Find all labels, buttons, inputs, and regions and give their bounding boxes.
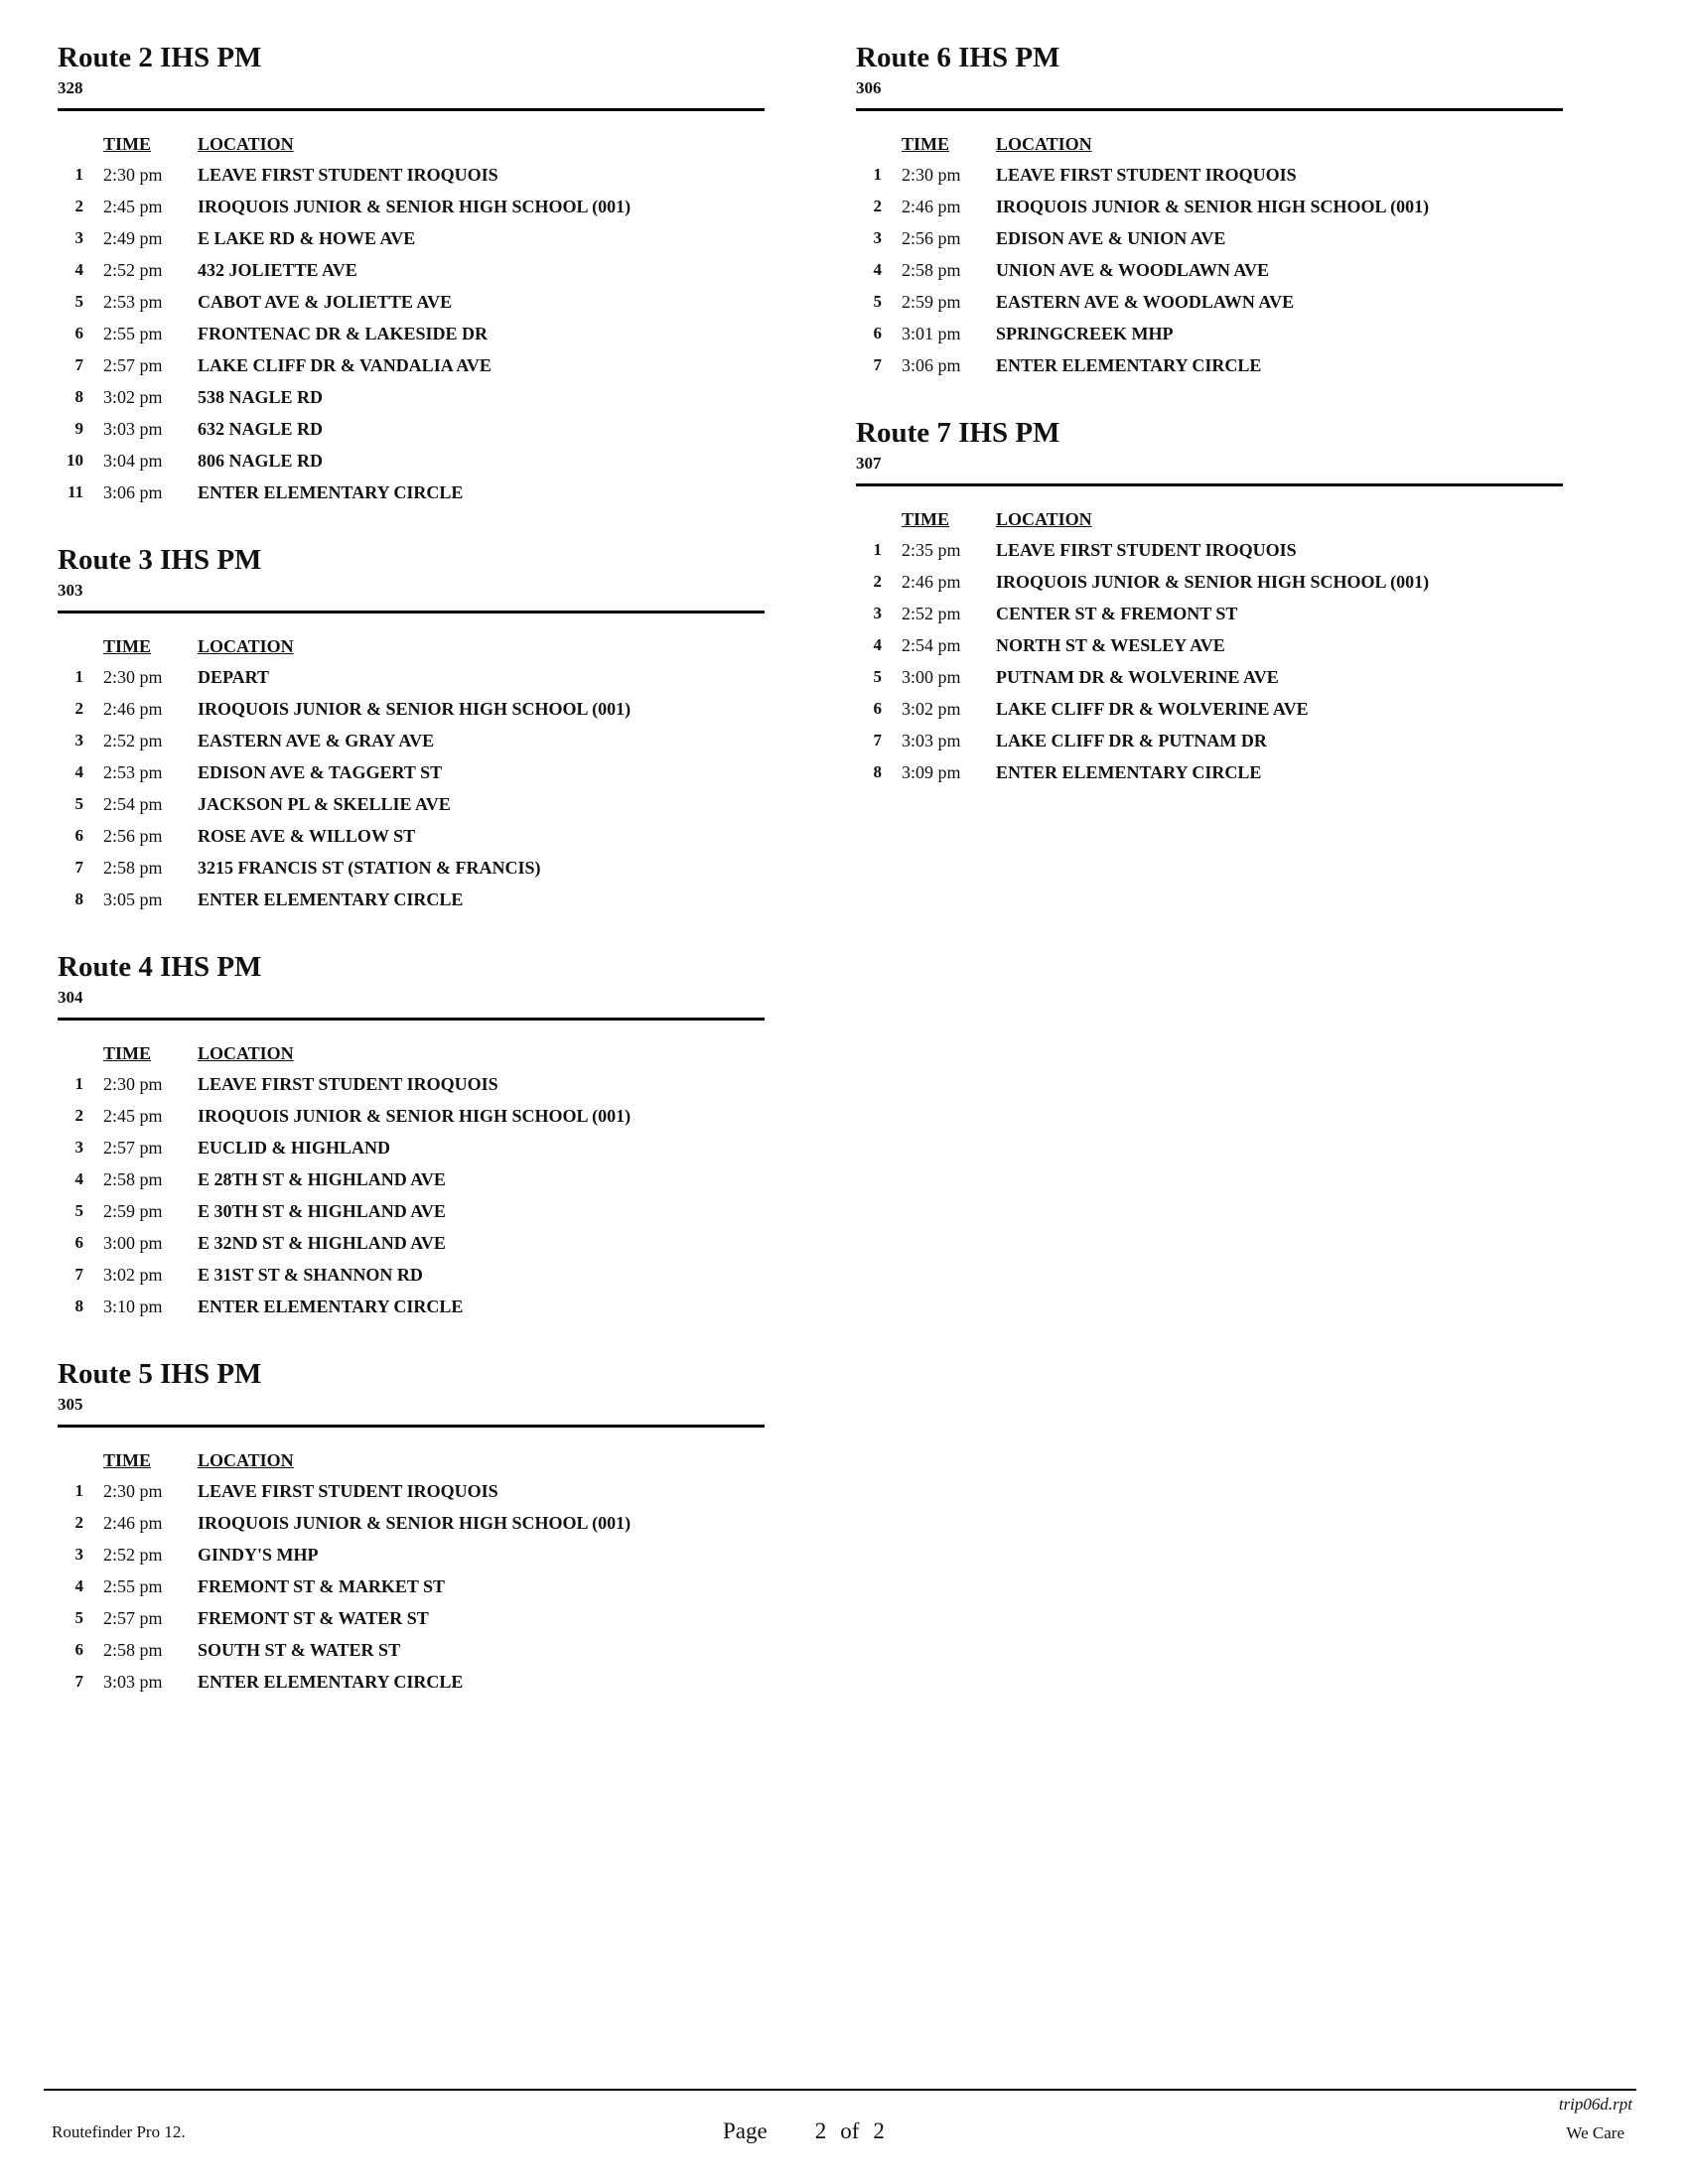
table-row xyxy=(58,286,631,318)
stop-time: 2:58 pm xyxy=(103,1640,163,1660)
stop-index: 7 xyxy=(74,355,83,374)
index-header xyxy=(856,504,902,534)
stop-index: 3 xyxy=(74,1138,83,1157)
route-title: Route 4 IHS PM xyxy=(58,951,262,983)
stop-index: 7 xyxy=(873,355,882,374)
stop-time: 2:52 pm xyxy=(103,260,163,280)
stops-table xyxy=(58,1445,631,1698)
stops-header-row xyxy=(58,129,631,159)
current-page: 2 xyxy=(814,2118,827,2143)
stop-location: CABOT AVE & JOLIETTE AVE xyxy=(198,292,453,312)
stop-index: 1 xyxy=(873,165,882,184)
stop-location: IROQUOIS JUNIOR & SENIOR HIGH SCHOOL (001) xyxy=(198,1513,632,1533)
table-row xyxy=(58,159,631,191)
page-label: Page xyxy=(723,2118,768,2143)
location-header: LOCATION xyxy=(996,509,1092,529)
stop-time: 3:02 pm xyxy=(103,387,163,407)
route-number: 304 xyxy=(58,988,83,1007)
stop-time: 3:00 pm xyxy=(902,667,961,687)
stop-index: 8 xyxy=(74,387,83,406)
report-filename: trip06d.rpt xyxy=(1558,2095,1632,2114)
stop-location: E 31ST ST & SHANNON RD xyxy=(198,1265,423,1285)
route-block xyxy=(58,949,765,1322)
table-row xyxy=(856,693,1429,725)
table-row xyxy=(856,222,1429,254)
stop-time: 2:46 pm xyxy=(103,1513,163,1533)
table-row xyxy=(856,629,1429,661)
table-row xyxy=(58,254,631,286)
stop-location: 806 NAGLE RD xyxy=(198,451,324,471)
route-block xyxy=(58,1356,765,1698)
route-number: 303 xyxy=(58,581,83,600)
route-number: 305 xyxy=(58,1395,83,1414)
stop-index: 3 xyxy=(873,604,882,622)
stop-time: 2:59 pm xyxy=(103,1201,163,1221)
table-row xyxy=(58,413,631,445)
stop-index: 4 xyxy=(74,762,83,781)
stop-time: 3:06 pm xyxy=(902,355,961,375)
table-row xyxy=(58,1507,631,1539)
table-row xyxy=(58,1634,631,1666)
table-row xyxy=(856,661,1429,693)
stop-index: 1 xyxy=(74,667,83,686)
stop-index: 8 xyxy=(74,889,83,908)
stop-time: 2:52 pm xyxy=(103,731,163,751)
stop-time: 3:04 pm xyxy=(103,451,163,471)
route-block xyxy=(58,40,765,508)
stop-time: 2:46 pm xyxy=(902,197,961,216)
stop-location: E 30TH ST & HIGHLAND AVE xyxy=(198,1201,446,1221)
location-header: LOCATION xyxy=(198,134,294,154)
stop-location: EUCLID & HIGHLAND xyxy=(198,1138,391,1158)
route-block xyxy=(58,542,765,915)
stop-time: 3:10 pm xyxy=(103,1297,163,1316)
table-row xyxy=(58,1570,631,1602)
route-block xyxy=(856,40,1563,381)
route-title: Route 2 IHS PM xyxy=(58,42,262,73)
stop-location: LAKE CLIFF DR & PUTNAM DR xyxy=(996,731,1267,751)
stop-index: 5 xyxy=(74,1201,83,1220)
stop-index: 5 xyxy=(873,292,882,311)
index-header xyxy=(58,129,103,159)
total-pages: 2 xyxy=(873,2118,885,2143)
table-row xyxy=(58,477,631,508)
stop-location: DEPART xyxy=(198,667,270,687)
stop-index: 6 xyxy=(74,826,83,845)
stop-index: 6 xyxy=(74,1233,83,1252)
stop-time: 2:30 pm xyxy=(103,165,163,185)
table-row xyxy=(58,445,631,477)
stop-index: 2 xyxy=(74,699,83,718)
table-row xyxy=(856,254,1429,286)
stop-location: E LAKE RD & HOWE AVE xyxy=(198,228,416,248)
stop-index: 9 xyxy=(74,419,83,438)
route-title: Route 3 IHS PM xyxy=(58,544,262,576)
stop-index: 6 xyxy=(74,1640,83,1659)
stop-time: 2:54 pm xyxy=(902,635,961,655)
stop-location: 432 JOLIETTE AVE xyxy=(198,260,357,280)
stop-time: 2:53 pm xyxy=(103,292,163,312)
table-row xyxy=(58,884,631,915)
table-row xyxy=(58,1259,631,1291)
table-row xyxy=(58,756,631,788)
table-row xyxy=(856,318,1429,349)
stop-location: 632 NAGLE RD xyxy=(198,419,324,439)
stop-time: 2:55 pm xyxy=(103,324,163,343)
index-header xyxy=(58,1038,103,1068)
stop-index: 3 xyxy=(873,228,882,247)
stop-location: LAKE CLIFF DR & WOLVERINE AVE xyxy=(996,699,1309,719)
route-divider xyxy=(856,483,1563,486)
table-row xyxy=(58,788,631,820)
stop-time: 2:30 pm xyxy=(103,1074,163,1094)
location-header: LOCATION xyxy=(198,1043,294,1063)
route-divider xyxy=(58,1018,765,1021)
stop-time: 3:03 pm xyxy=(902,731,961,751)
stop-location: E 28TH ST & HIGHLAND AVE xyxy=(198,1169,446,1189)
stop-index: 7 xyxy=(74,1672,83,1691)
table-row xyxy=(58,852,631,884)
table-row xyxy=(58,1291,631,1322)
stop-location: LEAVE FIRST STUDENT IROQUOIS xyxy=(198,165,498,185)
stop-index: 1 xyxy=(74,1074,83,1093)
stop-time: 3:03 pm xyxy=(103,1672,163,1692)
stops-table xyxy=(58,129,631,508)
footer-divider xyxy=(44,2089,1636,2091)
stop-time: 2:35 pm xyxy=(902,540,961,560)
stop-time: 3:03 pm xyxy=(103,419,163,439)
stop-index: 8 xyxy=(873,762,882,781)
table-row xyxy=(58,725,631,756)
stop-location: EDISON AVE & UNION AVE xyxy=(996,228,1226,248)
location-header: LOCATION xyxy=(198,1450,294,1470)
stop-time: 2:58 pm xyxy=(103,858,163,878)
table-row xyxy=(856,349,1429,381)
stop-location: IROQUOIS JUNIOR & SENIOR HIGH SCHOOL (001) xyxy=(996,197,1430,216)
stop-index: 3 xyxy=(74,731,83,750)
right-column xyxy=(856,40,1563,822)
stops-table xyxy=(58,1038,631,1322)
stop-time: 2:45 pm xyxy=(103,1106,163,1126)
route-number: 307 xyxy=(856,454,882,473)
stop-location: 538 NAGLE RD xyxy=(198,387,324,407)
stop-time: 2:30 pm xyxy=(103,667,163,687)
stop-index: 4 xyxy=(74,1169,83,1188)
stop-location: NORTH ST & WESLEY AVE xyxy=(996,635,1225,655)
stop-location: 3215 FRANCIS ST (STATION & FRANCIS) xyxy=(198,858,541,878)
stop-index: 6 xyxy=(873,324,882,342)
stop-index: 6 xyxy=(74,324,83,342)
stop-time: 2:52 pm xyxy=(902,604,961,623)
stops-table xyxy=(856,504,1429,788)
stop-location: PUTNAM DR & WOLVERINE AVE xyxy=(996,667,1279,687)
table-row xyxy=(58,661,631,693)
route-divider xyxy=(856,108,1563,111)
table-row xyxy=(58,381,631,413)
stop-time: 2:45 pm xyxy=(103,197,163,216)
table-row xyxy=(58,349,631,381)
stop-location: EDISON AVE & TAGGERT ST xyxy=(198,762,443,782)
stop-time: 2:46 pm xyxy=(902,572,961,592)
stop-time: 2:58 pm xyxy=(103,1169,163,1189)
table-row xyxy=(58,1602,631,1634)
stop-location: JACKSON PL & SKELLIE AVE xyxy=(198,794,451,814)
location-header: LOCATION xyxy=(198,636,294,656)
time-header: TIME xyxy=(103,636,152,656)
stop-time: 2:56 pm xyxy=(103,826,163,846)
index-header xyxy=(58,1445,103,1475)
time-header: TIME xyxy=(103,1043,152,1063)
stop-location: E 32ND ST & HIGHLAND AVE xyxy=(198,1233,446,1253)
time-header: TIME xyxy=(902,509,950,529)
table-row xyxy=(58,1132,631,1163)
route-title: Route 5 IHS PM xyxy=(58,1358,262,1390)
time-header: TIME xyxy=(103,1450,152,1470)
stop-index: 7 xyxy=(74,858,83,877)
table-row xyxy=(856,534,1429,566)
time-header: TIME xyxy=(103,134,152,154)
stop-location: FREMONT ST & WATER ST xyxy=(198,1608,429,1628)
stop-index: 3 xyxy=(74,1545,83,1564)
table-row xyxy=(58,1539,631,1570)
stop-index: 2 xyxy=(74,1106,83,1125)
stop-time: 3:02 pm xyxy=(902,699,961,719)
stop-location: CENTER ST & FREMONT ST xyxy=(996,604,1238,623)
software-name: Routefinder Pro 12. xyxy=(52,2122,186,2141)
stop-time: 3:01 pm xyxy=(902,324,961,343)
index-header xyxy=(856,129,902,159)
company-name: We Care xyxy=(1566,2123,1624,2142)
location-header: LOCATION xyxy=(996,134,1092,154)
stop-location: ENTER ELEMENTARY CIRCLE xyxy=(198,889,464,909)
stop-time: 2:57 pm xyxy=(103,1608,163,1628)
route-divider xyxy=(58,611,765,614)
stop-time: 3:00 pm xyxy=(103,1233,163,1253)
table-row xyxy=(58,820,631,852)
table-row xyxy=(58,1068,631,1100)
stop-time: 2:59 pm xyxy=(902,292,961,312)
stop-location: LEAVE FIRST STUDENT IROQUOIS xyxy=(996,165,1297,185)
route-number: 306 xyxy=(856,78,882,97)
stop-location: UNION AVE & WOODLAWN AVE xyxy=(996,260,1270,280)
stop-index: 2 xyxy=(873,197,882,215)
stop-index: 1 xyxy=(74,1481,83,1500)
stop-location: FRONTENAC DR & LAKESIDE DR xyxy=(198,324,489,343)
table-row xyxy=(856,159,1429,191)
table-row xyxy=(58,1163,631,1195)
table-row xyxy=(856,191,1429,222)
stop-index: 1 xyxy=(74,165,83,184)
stop-index: 1 xyxy=(873,540,882,559)
stops-header-row xyxy=(58,1445,631,1475)
stop-location: ENTER ELEMENTARY CIRCLE xyxy=(198,482,464,502)
table-row xyxy=(58,1666,631,1698)
stop-location: IROQUOIS JUNIOR & SENIOR HIGH SCHOOL (001) xyxy=(198,699,632,719)
route-number: 328 xyxy=(58,78,83,97)
stop-location: GINDY'S MHP xyxy=(198,1545,319,1565)
table-row xyxy=(58,1227,631,1259)
stops-header-row xyxy=(856,504,1429,534)
stop-location: SPRINGCREEK MHP xyxy=(996,324,1174,343)
stop-location: LEAVE FIRST STUDENT IROQUOIS xyxy=(198,1481,498,1501)
stop-location: ENTER ELEMENTARY CIRCLE xyxy=(996,355,1262,375)
stop-index: 4 xyxy=(873,260,882,279)
stop-location: EASTERN AVE & GRAY AVE xyxy=(198,731,435,751)
stop-index: 4 xyxy=(873,635,882,654)
stop-time: 3:06 pm xyxy=(103,482,163,502)
stop-index: 10 xyxy=(67,451,83,470)
stop-index: 6 xyxy=(873,699,882,718)
stop-location: IROQUOIS JUNIOR & SENIOR HIGH SCHOOL (001) xyxy=(198,197,632,216)
stop-location: ROSE AVE & WILLOW ST xyxy=(198,826,416,846)
stop-time: 3:09 pm xyxy=(902,762,961,782)
stop-location: LAKE CLIFF DR & VANDALIA AVE xyxy=(198,355,492,375)
of-label: of xyxy=(840,2118,860,2143)
route-block xyxy=(856,415,1563,788)
stop-location: LEAVE FIRST STUDENT IROQUOIS xyxy=(198,1074,498,1094)
stop-index: 4 xyxy=(74,1576,83,1595)
stop-index: 8 xyxy=(74,1297,83,1315)
table-row xyxy=(856,756,1429,788)
stop-index: 2 xyxy=(74,197,83,215)
table-row xyxy=(58,191,631,222)
stop-index: 7 xyxy=(873,731,882,750)
page-indicator xyxy=(723,2118,885,2144)
table-row xyxy=(856,566,1429,598)
table-row xyxy=(58,1195,631,1227)
route-divider xyxy=(58,108,765,111)
stop-location: SOUTH ST & WATER ST xyxy=(198,1640,401,1660)
stop-time: 2:58 pm xyxy=(902,260,961,280)
stops-header-row xyxy=(856,129,1429,159)
stop-time: 2:53 pm xyxy=(103,762,163,782)
stop-location: ENTER ELEMENTARY CIRCLE xyxy=(198,1672,464,1692)
stop-location: IROQUOIS JUNIOR & SENIOR HIGH SCHOOL (001) xyxy=(198,1106,632,1126)
stop-location: EASTERN AVE & WOODLAWN AVE xyxy=(996,292,1295,312)
stop-time: 2:55 pm xyxy=(103,1576,163,1596)
stop-time: 2:52 pm xyxy=(103,1545,163,1565)
stop-location: ENTER ELEMENTARY CIRCLE xyxy=(198,1297,464,1316)
stop-location: IROQUOIS JUNIOR & SENIOR HIGH SCHOOL (001) xyxy=(996,572,1430,592)
stop-index: 7 xyxy=(74,1265,83,1284)
time-header: TIME xyxy=(902,134,950,154)
route-title: Route 6 IHS PM xyxy=(856,42,1060,73)
index-header xyxy=(58,631,103,661)
table-row xyxy=(58,318,631,349)
table-row xyxy=(58,222,631,254)
stop-index: 2 xyxy=(74,1513,83,1532)
stop-time: 2:46 pm xyxy=(103,699,163,719)
stop-index: 5 xyxy=(873,667,882,686)
table-row xyxy=(58,1100,631,1132)
table-row xyxy=(58,693,631,725)
left-column xyxy=(58,40,765,1731)
table-row xyxy=(58,1475,631,1507)
stop-index: 11 xyxy=(67,482,83,501)
stop-index: 4 xyxy=(74,260,83,279)
stop-time: 2:49 pm xyxy=(103,228,163,248)
stop-time: 3:05 pm xyxy=(103,889,163,909)
table-row xyxy=(856,286,1429,318)
stop-time: 2:30 pm xyxy=(103,1481,163,1501)
stops-header-row xyxy=(58,631,631,661)
stops-table xyxy=(58,631,631,915)
stop-location: ENTER ELEMENTARY CIRCLE xyxy=(996,762,1262,782)
stop-index: 5 xyxy=(74,292,83,311)
stop-time: 2:57 pm xyxy=(103,1138,163,1158)
stop-index: 3 xyxy=(74,228,83,247)
stop-index: 2 xyxy=(873,572,882,591)
table-row xyxy=(856,598,1429,629)
route-title: Route 7 IHS PM xyxy=(856,417,1060,449)
stop-location: FREMONT ST & MARKET ST xyxy=(198,1576,446,1596)
stop-time: 2:30 pm xyxy=(902,165,961,185)
stop-location: LEAVE FIRST STUDENT IROQUOIS xyxy=(996,540,1297,560)
route-divider xyxy=(58,1425,765,1428)
stops-table xyxy=(856,129,1429,381)
stops-header-row xyxy=(58,1038,631,1068)
stop-time: 2:54 pm xyxy=(103,794,163,814)
stop-time: 2:56 pm xyxy=(902,228,961,248)
stop-time: 3:02 pm xyxy=(103,1265,163,1285)
stop-index: 5 xyxy=(74,1608,83,1627)
table-row xyxy=(856,725,1429,756)
stop-index: 5 xyxy=(74,794,83,813)
stop-time: 2:57 pm xyxy=(103,355,163,375)
